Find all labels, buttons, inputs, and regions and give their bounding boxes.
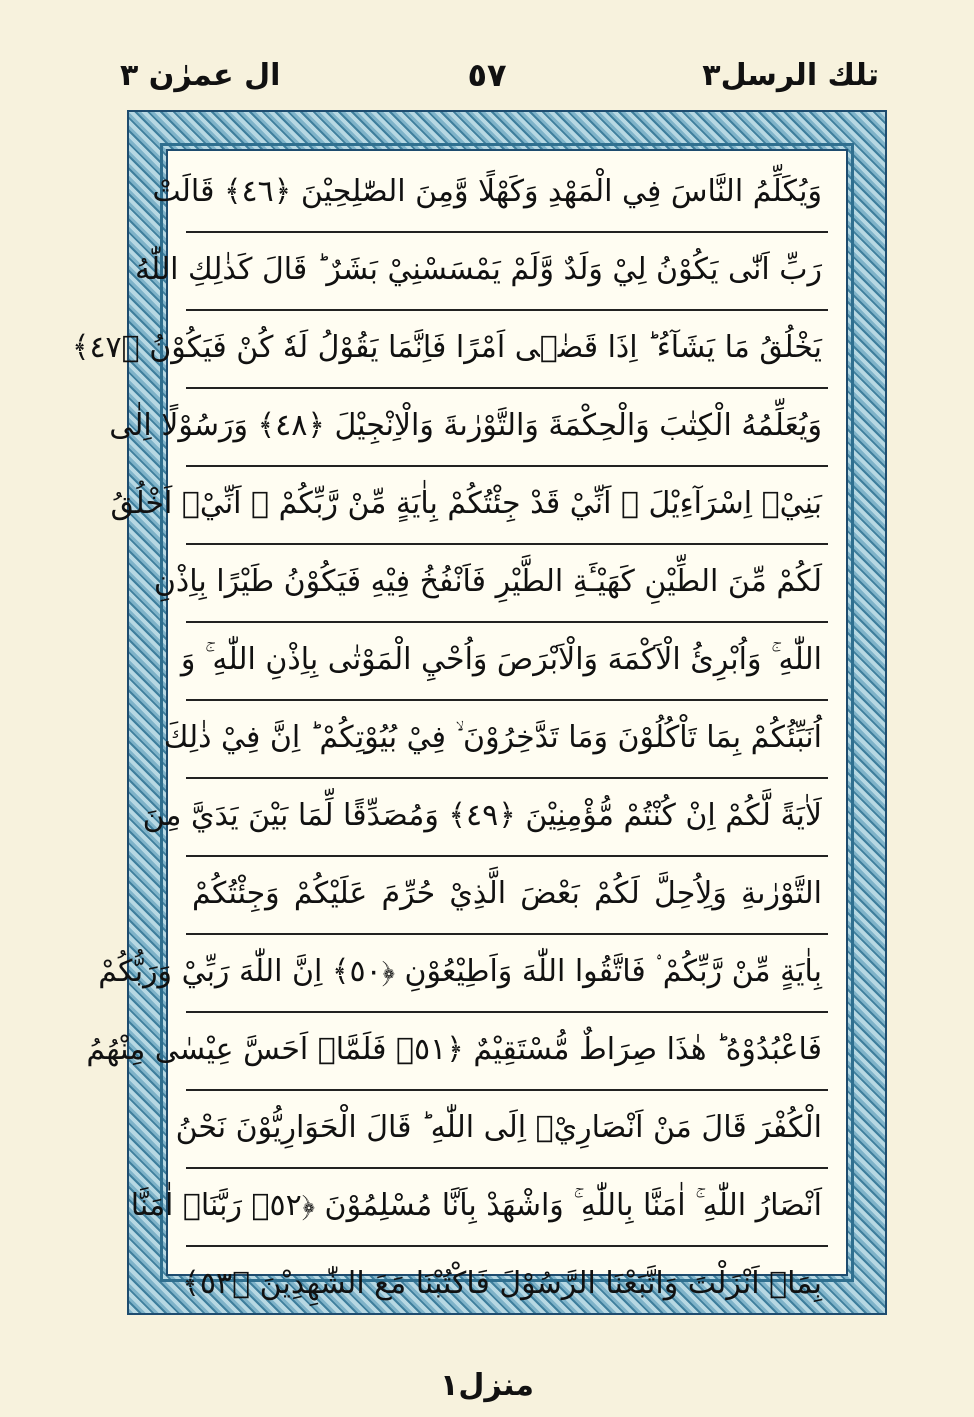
verse-line: بِاٰيَةٍ مِّنْ رَّبِّكُمْ ۟ فَاتَّقُوا اللّٰهَ وَاَطِيْعُوْنِ ﴿٥٠﴾ اِنَّ اللّٰهَ رَبِّيْ وَرَبُّكُمْ bbox=[186, 935, 828, 1013]
surah-name: ال عمرٰن ٣ bbox=[120, 58, 281, 93]
verse-line: لَكُمْ مِّنَ الطِّيْنِ كَهَيْـَٔةِ الطَّيْرِ فَاَنْفُخُ فِيْهِ فَيَكُوْنُ طَيْرًا بِاِذْنِ bbox=[186, 545, 828, 623]
verse-line: رَبِّ اَنّٰى يَكُوْنُ لِيْ وَلَدٌ وَّلَمْ يَمْسَسْنِيْ بَشَرٌ ؕ قَالَ كَذٰلِكِ اللّٰهُ bbox=[186, 233, 828, 311]
verse-line: اَنْصَارُ اللّٰهِ ۚ اٰمَنَّا بِاللّٰهِ ۚ وَاشْهَدْ بِاَنَّا مُسْلِمُوْنَ ﴿٥٢﴾ رَبَّنَاۤ اٰمَنَّا bbox=[186, 1169, 828, 1247]
verse-line: بِمَاۤ اَنْزَلْتَ وَاتَّبَعْنَا الرَّسُوْلَ فَاكْتُبْنَا مَعَ الشّٰهِدِيْنَ ﴿٥٣﴾ bbox=[182, 1266, 822, 1301]
juz-name: تلك الرسل٣ bbox=[702, 58, 879, 93]
verse-line: وَيُعَلِّمُهُ الْكِتٰبَ وَالْحِكْمَةَ وَالتَّوْرٰىةَ وَالْاِنْجِيْلَ ﴿٤٨﴾ وَرَسُوْلًا اِلٰى bbox=[186, 389, 828, 467]
verse-line: اُنَبِّئُكُمْ بِمَا تَاْكُلُوْنَ وَمَا تَدَّخِرُوْنَ ۙ فِيْ بُيُوْتِكُمْ ؕ اِنَّ فِيْ ذٰلِكَ bbox=[186, 701, 828, 779]
page-header bbox=[0, 0, 974, 110]
manzil-marker: منزل١ bbox=[440, 1368, 534, 1403]
ornamental-border bbox=[71, 110, 887, 1315]
verse-line: لَاٰيَةً لَّكُمْ اِنْ كُنْتُمْ مُّؤْمِنِيْنَ ﴿٤٩﴾ وَمُصَدِّقًا لِّمَا بَيْنَ يَدَيَّ مِنَ bbox=[186, 779, 828, 857]
verse-line: فَاعْبُدُوْهُ ؕ هٰذَا صِرَاطٌ مُّسْتَقِيْمٌ ﴿٥١﴾ فَلَمَّاۤ اَحَسَّ عِيْسٰى مِنْهُمُ bbox=[186, 1013, 828, 1091]
verse-lines bbox=[71, 151, 846, 1301]
page-number: ٥٧ bbox=[467, 56, 507, 94]
verse-line: يَخْلُقُ مَا يَشَآءُ ؕ اِذَا قَضٰۤى اَمْرًا فَاِنَّمَا يَقُوْلُ لَهٗ كُنْ فَيَكُوْنُ ﴿٤٧﴾ bbox=[186, 311, 828, 389]
verse-line: وَيُكَلِّمُ النَّاسَ فِي الْمَهْدِ وَكَهْلًا وَّمِنَ الصّٰلِحِيْنَ ﴿٤٦﴾ قَالَتْ bbox=[186, 155, 828, 233]
verse-line: اللّٰهِ ۚ وَاُبْرِئُ الْاَكْمَهَ وَالْاَبْرَصَ وَاُحْيِ الْمَوْتٰى بِاِذْنِ اللّٰهِ ۚ وَ bbox=[186, 623, 828, 701]
text-panel bbox=[71, 149, 848, 1301]
verse-line: بَنِيْۤ اِسْرَآءِيْلَ ۙ اَنِّيْ قَدْ جِئْتُكُمْ بِاٰيَةٍ مِّنْ رَّبِّكُمْ ۙ اَنِّيْۤ اَخْلُقُ bbox=[186, 467, 828, 545]
verse-line: التَّوْرٰىةِ وَلِاُحِلَّ لَكُمْ بَعْضَ الَّذِيْ حُرِّمَ عَلَيْكُمْ وَجِئْتُكُمْ bbox=[186, 857, 828, 935]
verse-line: الْكُفْرَ قَالَ مَنْ اَنْصَارِيْۤ اِلَى اللّٰهِ ؕ قَالَ الْحَوَارِيُّوْنَ نَحْنُ bbox=[186, 1091, 828, 1169]
